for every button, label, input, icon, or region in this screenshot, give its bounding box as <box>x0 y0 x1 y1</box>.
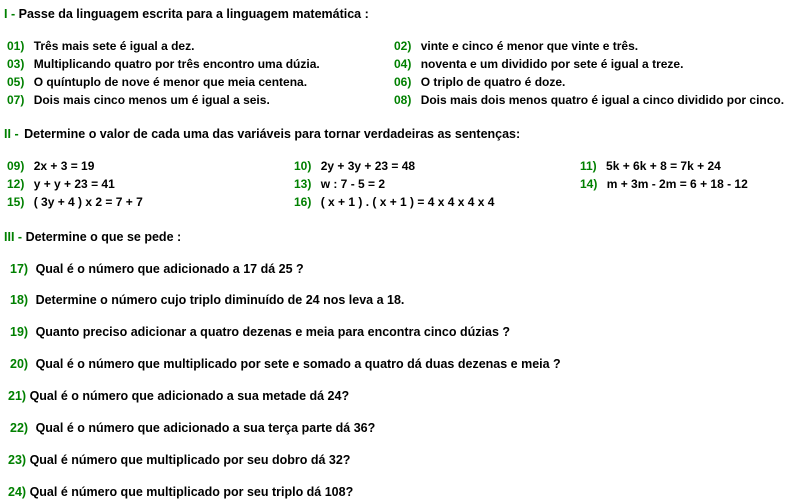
section-3-roman: III <box>4 230 15 244</box>
section-3-dash: - <box>17 230 23 244</box>
list-item: 23) Qual é número que multiplicado por seu dobro dá 32? <box>8 453 351 467</box>
list-item: 09) 2x + 3 = 19 <box>7 159 95 173</box>
section-3-title: Determine o que se pede : <box>25 230 182 244</box>
list-item: 07) Dois mais cinco menos um é igual a seis. <box>7 93 270 107</box>
list-item: 06) O triplo de quatro é doze. <box>394 75 566 89</box>
list-item: 11) 5k + 6k + 8 = 7k + 24 <box>580 159 721 173</box>
list-item: 01) Três mais sete é igual a dez. <box>7 39 195 53</box>
list-item: 10) 2y + 3y + 23 = 48 <box>294 159 416 173</box>
list-item: 02) vinte e cinco é menor que vinte e três. <box>394 39 639 53</box>
section-1-dash: - <box>10 7 16 21</box>
section-1-roman: I <box>4 7 8 21</box>
list-item: 04) noventa e um dividido por sete é igual a treze. <box>394 57 684 71</box>
list-item: 19) Quanto preciso adicionar a quatro dezenas e meia para encontra cinco dúzias ? <box>10 325 511 339</box>
list-item: 15) ( 3y + 4 ) x 2 = 7 + 7 <box>7 195 143 209</box>
list-item: 22) Qual é o número que adicionado a sua terça parte dá 36? <box>10 421 376 435</box>
section-2-roman: II <box>4 127 11 141</box>
section-1-heading <box>4 7 369 22</box>
list-item: 16) ( x + 1 ) . ( x + 1 ) = 4 x 4 x 4 x 4 <box>294 195 495 209</box>
section-3-heading <box>4 230 181 245</box>
list-item: 08) Dois mais dois menos quatro é igual a cinco dividido por cinco. <box>394 93 785 107</box>
list-item: 03) Multiplicando quatro por três encontro uma dúzia. <box>7 57 320 71</box>
list-item: 21) Qual é o número que adicionado a sua metade dá 24? <box>8 389 350 403</box>
list-item: 18) Determine o número cujo triplo diminuído de 24 nos leva a 18. <box>10 293 405 307</box>
list-item: 13) w : 7 - 5 = 2 <box>294 177 386 191</box>
section-2-title: Determine o valor de cada uma das variáveis para tornar verdadeiras as sentenças: <box>24 127 521 141</box>
section-1-title: Passe da linguagem escrita para a linguagem matemática : <box>18 7 369 21</box>
list-item: 24) Qual é número que multiplicado por seu triplo dá 108? <box>8 485 354 499</box>
list-item: 12) y + y + 23 = 41 <box>7 177 115 191</box>
list-item: 14) m + 3m - 2m = 6 + 18 - 12 <box>580 177 748 191</box>
list-item: 20) Qual é o número que multiplicado por sete e somado a quatro dá duas dezenas e meia ? <box>10 357 561 371</box>
list-item: 17) Qual é o número que adicionado a 17 dá 25 ? <box>10 262 304 276</box>
section-2-dash: - <box>14 127 19 141</box>
list-item: 05) O quíntuplo de nove é menor que meia centena. <box>7 75 308 89</box>
section-2-heading <box>4 127 520 142</box>
